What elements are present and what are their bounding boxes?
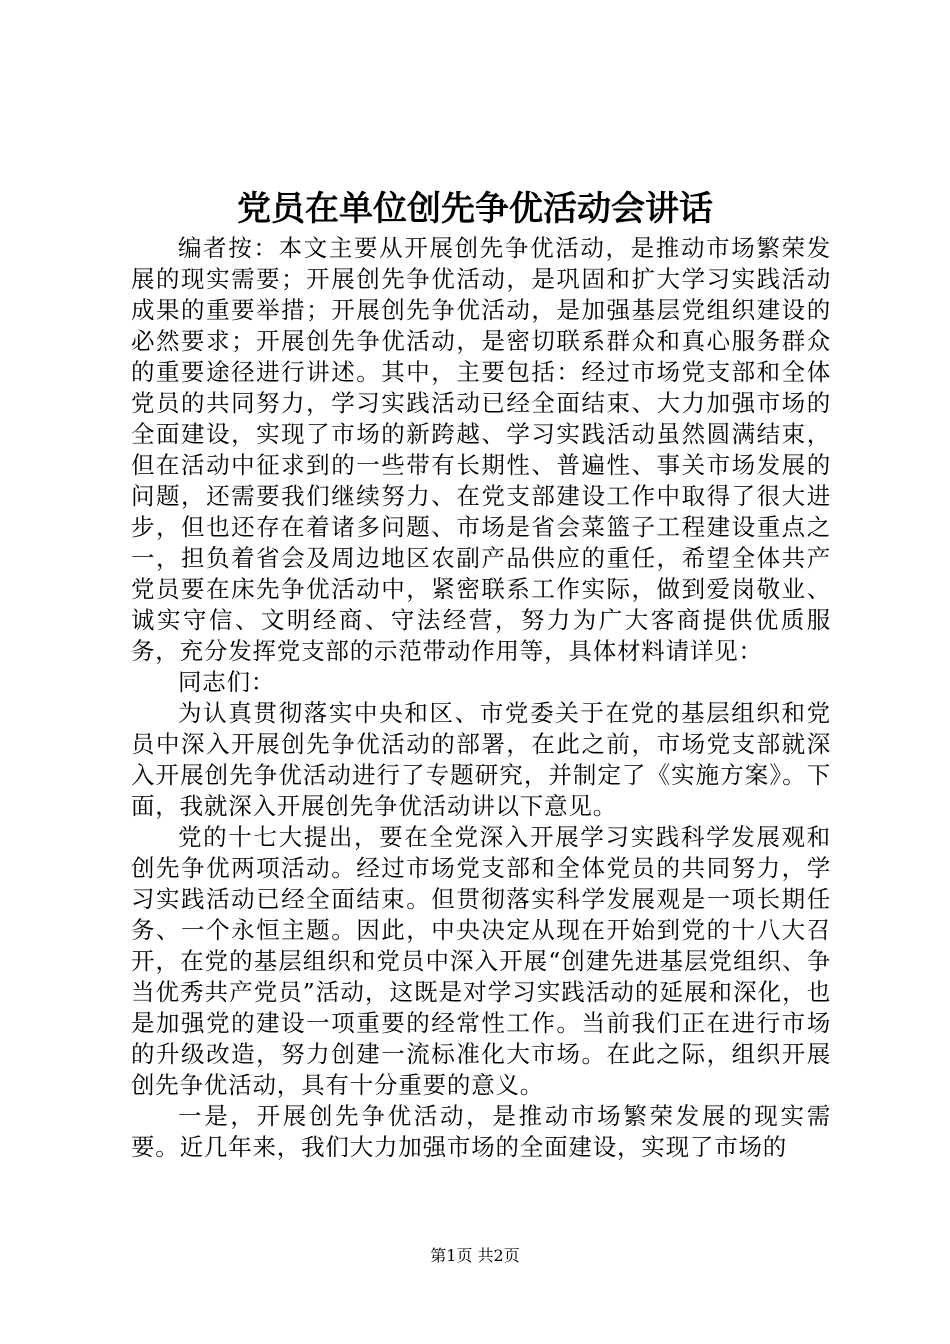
- paragraph-editor-note: 编者按：本文主要从开展创先争优活动，是推动市场繁荣发展的现实需要；开展创先争优活动，是巩固和扩大学习实践活动成果的重要举措；开展创先争优活动，是加强基层党组织建设的必然要求；开展创先争优活动，是密切联系群众和真心服务群众的重要途径进行讲述。其中，主要包括：经过市场党支部和全体党员的共同努力，学习实践活动已经全面结束、大力加强市场的全面建设，实现了市场的新跨越、学习实践活动虽然圆满结束，但在活动中征求到的一些带有长期性、普遍性、事关市场发展的问题，还需要我们继续努力、在党支部建设工作中取得了很大进步，但也还存在着诸多问题、市场是省会菜篮子工程建设重点之一，担负着省会及周边地区农副产品供应的重任，希望全体共产党员要在床先争优活动中，紧密联系工作实际，做到爱岗敬业、诚实守信、文明经商、守法经营，努力为广大客商提供优质服务，充分发挥党支部的示范带动作用等，具体材料请详见：: [131, 234, 831, 665]
- paragraph-intro: 为认真贯彻落实中央和区、市党委关于在党的基层组织和党员中深入开展创先争优活动的部署，在此之前，市场党支部就深入开展创先争优活动进行了专题研究，并制定了《实施方案》。下面，我就深入开展创先争优活动讲以下意见。: [131, 699, 831, 820]
- document-body: [131, 233, 831, 1163]
- paragraph-background: 党的十七大提出，要在全党深入开展学习实践科学发展观和创先争优两项活动。经过市场党支部和全体党员的共同努力，学习实践活动已经全面结束。但贯彻落实科学发展观是一项长期任务、一个永恒主题。因此，中央决定从现在开始到党的十八大召开，在党的基层组织和党员中深入开展“创建先进基层党组织、争当优秀共产党员”活动，这既是对学习实践活动的延展和深化，也是加强党的建设一项重要的经常性工作。当前我们正在进行市场的升级改造，努力创建一流标准化大市场。在此之际，组织开展创先争优活动，具有十分重要的意义。: [131, 823, 831, 1099]
- page-number-footer: 第1页 共2页: [430, 1246, 520, 1265]
- paragraph-salutation: 同志们：: [178, 668, 276, 696]
- document-title: 党员在单位创先争优活动会讲话: [237, 189, 713, 229]
- paragraph-point-one: 一是，开展创先争优活动，是推动市场繁荣发展的现实需要。近几年来，我们大力加强市场的全面建设，实现了市场的: [131, 1102, 831, 1161]
